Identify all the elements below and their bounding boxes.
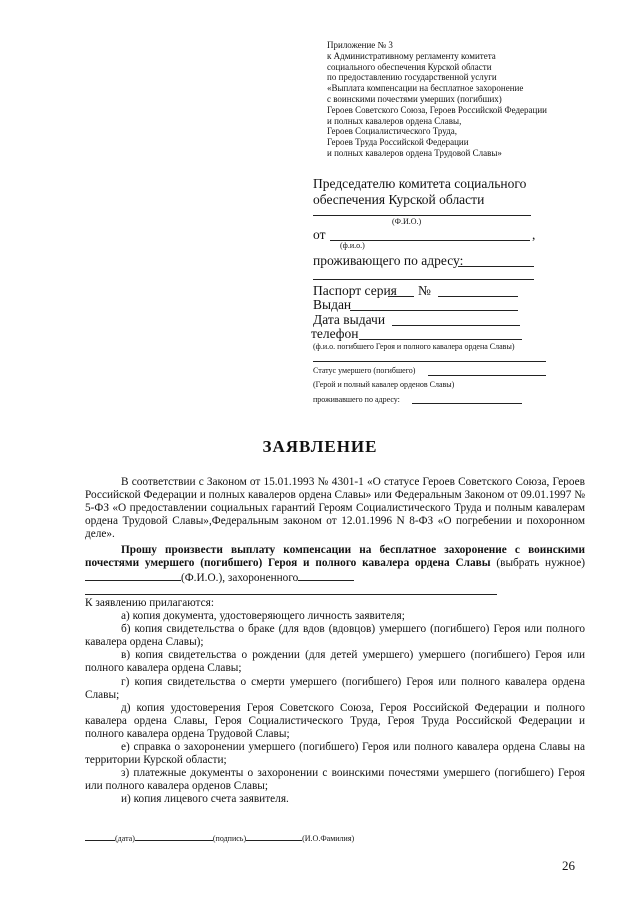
comma: , <box>532 227 536 242</box>
list-item: и) копия лицевого счета заявителя. <box>121 793 289 806</box>
attachments-header: К заявлению прилагаются: <box>85 597 214 609</box>
appendix-line: «Выплата компенсации на бесплатное захоронение <box>327 83 524 94</box>
from-label: от <box>313 227 326 242</box>
request-fio-field[interactable] <box>85 570 181 581</box>
burial-place-field[interactable] <box>85 594 497 595</box>
appendix-line: Героев Социалистического Труда, <box>327 126 458 137</box>
list-item: з) платежные документы о захоронении с воинскими почестями умершего (погибшего) Героя или полного кавалера орденов Славы; <box>85 767 585 793</box>
address-field[interactable] <box>412 403 522 404</box>
page-number: 26 <box>562 858 575 873</box>
name-field[interactable] <box>246 830 302 841</box>
appendix-line: Приложение № 3 <box>327 40 393 50</box>
residing-label: проживающего по адресу: <box>313 253 464 268</box>
sign-field[interactable] <box>135 830 213 841</box>
appendix-line: с воинскими почестями умерших (погибших) <box>327 93 502 104</box>
address-label: проживавшего по адресу: <box>313 395 400 404</box>
list-item: а) копия документа, удостоверяющего личность заявителя; <box>121 610 405 623</box>
appendix-line: по предоставлению государственной услуги <box>327 72 497 83</box>
list-item: г) копия свидетельства о смерти умершего (погибшего) Героя или полного кавалера ордена Славы; <box>85 675 585 701</box>
issue-date-label: Дата выдачи <box>313 312 386 327</box>
fio-caption: (Ф.И.О.) <box>392 217 422 226</box>
appendix-line: и полных кавалеров ордена Трудовой Славы» <box>327 147 502 158</box>
date-field[interactable] <box>85 830 115 841</box>
name-caption: (И.О.Фамилия) <box>302 834 355 843</box>
fio-field[interactable] <box>313 215 531 216</box>
document-title: ЗАЯВЛЕНИЕ <box>262 437 378 456</box>
appendix-line: и полных кавалеров ордена Славы, <box>327 115 462 126</box>
residing-field[interactable] <box>458 266 534 267</box>
request-bold: Прошу произвести выплату компенсации на бесплатное захоронение с воинскими почестями умершего (погибшего) Героя и полного кавалера ордена Славы <box>85 544 585 569</box>
list-item: в) копия свидетельства о рождении (для детей умершего) умершего (погибшего) Героя или полного кавалера ордена Славы; <box>85 649 585 675</box>
addressee-line-1: Председателю комитета социального <box>313 176 527 191</box>
phone-label: телефон <box>311 326 359 341</box>
appendix-line: Героев Труда Российской Федерации <box>327 137 469 148</box>
issued-label: Выдан <box>313 297 352 312</box>
from-caption: (ф.и.о.) <box>340 241 365 250</box>
sign-caption: (подпись) <box>212 834 247 843</box>
status-caption: (Герой и полный кавалер орденов Славы) <box>313 380 455 389</box>
list-item: д) копия удостоверения Героя Советского Союза, Героя Российской Федерации и полного кавалера ордена Славы, Героя Социалистического Труда, Героя Труда Российской Федерации и полного кавалера ордена Трудовой Славы; <box>85 701 585 740</box>
appendix-line: социального обеспечения Курской области <box>327 61 492 72</box>
hero-field[interactable] <box>313 361 546 362</box>
request-paragraph <box>85 544 585 585</box>
statement-body <box>85 476 585 585</box>
appendix-header <box>327 40 627 159</box>
passport-series-field[interactable] <box>388 296 414 297</box>
phone-field[interactable] <box>359 339 522 340</box>
signature-row <box>85 830 354 843</box>
appendix-line: Героев Советского Союза, Героев Российской Федерации <box>327 104 547 115</box>
legal-basis-paragraph: В соответствии с Законом от 15.01.1993 № 4301-1 «О статусе Героев Советского Союза, Героев Российской Федерации и полных кавалеров ордена Славы» или Федеральным Законом от 09.01.1997 № 5-ФЗ «О предоставлении социальных гарантий Героям Социалистического Труда и полным кавалерам ордена Трудовой Славы»,Федеральным законом от 12.01.1996 N 8-ФЗ «О погребении и похоронном деле». <box>85 476 585 540</box>
hero-caption: (ф.и.о. погибшего Героя и полного кавалера ордена Славы) <box>313 342 515 351</box>
issue-date-field[interactable] <box>392 325 520 326</box>
appendix-line: к Административному регламенту комитета <box>327 50 496 61</box>
status-label: Статус умершего (погибшего) <box>313 366 416 375</box>
addressee-line-2: обеспечения Курской области <box>313 192 485 207</box>
passport-number-field[interactable] <box>438 296 518 297</box>
passport-number-label: № <box>418 283 431 298</box>
request-tail: (выбрать нужное) <box>490 557 585 569</box>
list-item: б) копия свидетельства о браке (для вдов (вдовцов) умершего (погибшего) Героя или полного кавалера ордена Славы); <box>85 623 585 649</box>
list-item: е) справка о захоронении умершего (погибшего) Героя или полного кавалера ордена Славы на территории Курской области; <box>85 741 585 767</box>
passport-label: Паспорт серия <box>313 283 397 298</box>
burial-field[interactable] <box>298 570 354 581</box>
status-field[interactable] <box>428 375 546 376</box>
residing-field-2[interactable] <box>313 279 534 280</box>
request-fio: (Ф.И.О.), захороненного <box>181 572 299 584</box>
attachments-list <box>85 597 585 807</box>
date-caption: (дата) <box>115 834 135 843</box>
issued-field[interactable] <box>350 310 518 311</box>
